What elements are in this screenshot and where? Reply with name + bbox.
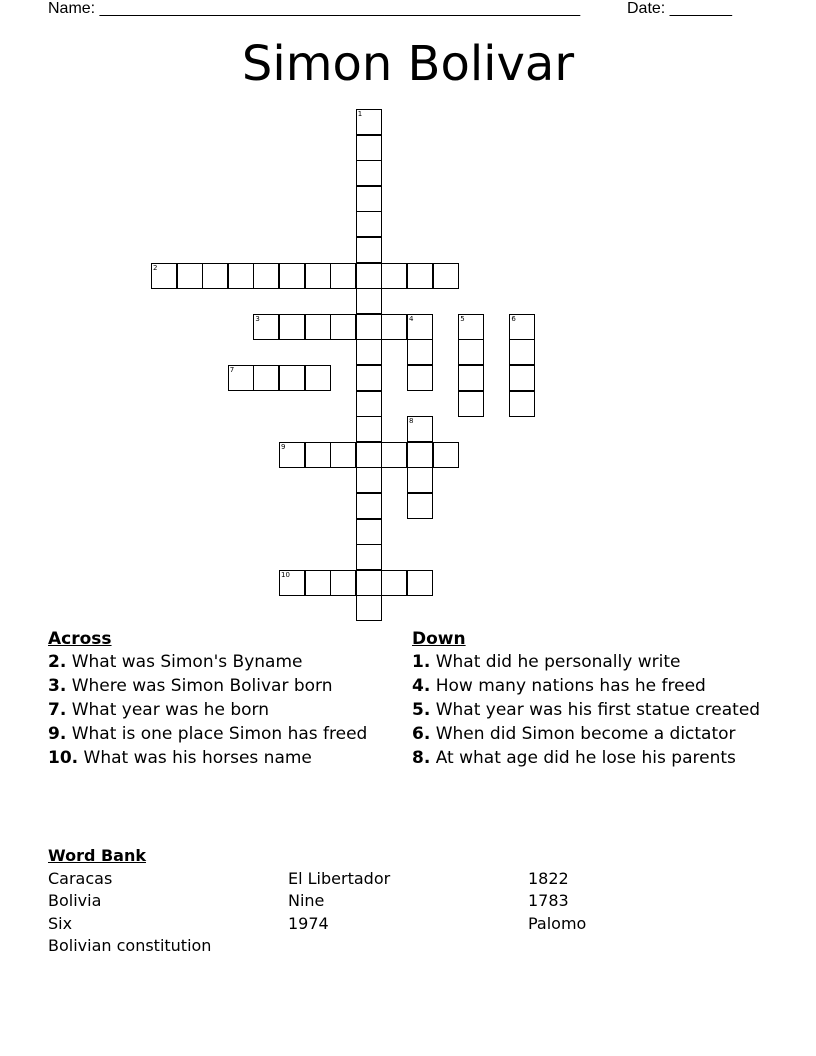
word-bank-item: Bolivian constitution: [48, 936, 212, 955]
word-bank-item: Palomo: [528, 913, 587, 933]
grid-cell[interactable]: [433, 442, 459, 468]
grid-cell[interactable]: [381, 442, 407, 468]
grid-cell[interactable]: [356, 109, 382, 135]
across-heading: Across: [48, 629, 112, 649]
grid-cell[interactable]: [253, 365, 279, 391]
grid-cell[interactable]: [458, 365, 484, 391]
down-heading: Down: [412, 629, 466, 649]
grid-cell[interactable]: [356, 391, 382, 417]
cell-number: 6: [511, 314, 516, 323]
cell-number: 9: [281, 442, 286, 451]
clue-text: At what age did he lose his parents: [435, 748, 736, 768]
word-bank-item: Six: [48, 913, 73, 933]
clue-number: 1.: [412, 652, 431, 672]
across-clue: [48, 724, 398, 745]
clue-number: 9.: [48, 724, 67, 744]
grid-cell[interactable]: [509, 391, 535, 417]
grid-cell[interactable]: [509, 314, 535, 340]
down-clue: [412, 700, 772, 720]
across-clue: [48, 700, 398, 721]
grid-cell[interactable]: [279, 365, 305, 391]
clue-number: 8.: [412, 748, 431, 768]
grid-cell[interactable]: [356, 544, 382, 570]
down-clue: [412, 724, 772, 744]
clue-text: When did Simon become a dictator: [435, 724, 736, 744]
grid-cell[interactable]: [356, 595, 382, 621]
clue-text: What year was he born: [71, 700, 269, 720]
grid-cell[interactable]: [458, 339, 484, 365]
grid-cell[interactable]: [330, 263, 356, 289]
grid-cell[interactable]: [305, 442, 331, 468]
grid-cell[interactable]: [279, 263, 305, 289]
across-clue: [48, 748, 398, 769]
grid-cell[interactable]: [356, 186, 382, 212]
clue-text: What year was his first statue created: [435, 700, 761, 720]
down-clues: [412, 628, 772, 772]
grid-cell[interactable]: [151, 263, 177, 289]
cell-number: 2: [153, 263, 158, 272]
down-clue: [412, 676, 772, 696]
grid-cell[interactable]: [279, 570, 305, 596]
grid-cell[interactable]: [458, 314, 484, 340]
clue-text: How many nations has he freed: [435, 676, 706, 696]
clue-text: Where was Simon Bolivar born: [71, 676, 333, 696]
grid-cell[interactable]: [356, 263, 382, 289]
clue-number: 6.: [412, 724, 431, 744]
word-bank-item: Nine: [288, 891, 325, 910]
grid-cell[interactable]: [356, 519, 382, 545]
grid-cell[interactable]: [305, 314, 331, 340]
grid-cell[interactable]: [407, 263, 433, 289]
across-clue: [48, 676, 398, 697]
grid-cell[interactable]: [407, 339, 433, 365]
grid-cell[interactable]: [356, 442, 382, 468]
grid-cell[interactable]: [330, 314, 356, 340]
across-clues: [48, 628, 398, 772]
clue-text: What was his horses name: [83, 748, 312, 768]
clue-text: What is one place Simon has freed: [71, 724, 368, 744]
grid-cell[interactable]: [356, 365, 382, 391]
cell-number: 10: [281, 570, 290, 579]
date-field-label[interactable]: Date: _______: [627, 0, 732, 17]
word-bank-title: Word Bank: [48, 846, 147, 865]
grid-cell[interactable]: [253, 314, 279, 340]
name-field-label[interactable]: Name: ______________________________________________________: [48, 0, 581, 17]
grid-cell[interactable]: [330, 570, 356, 596]
grid-cell[interactable]: [356, 160, 382, 186]
grid-cell[interactable]: [253, 263, 279, 289]
across-clue: [48, 652, 398, 673]
clue-text: What was Simon's Byname: [71, 652, 303, 672]
word-bank-item: Bolivia: [48, 891, 102, 910]
grid-cell[interactable]: [177, 263, 203, 289]
clue-text: What did he personally write: [435, 652, 681, 672]
cell-number: 3: [255, 314, 260, 323]
grid-cell[interactable]: [407, 416, 433, 442]
grid-cell[interactable]: [305, 365, 331, 391]
grid-cell[interactable]: [356, 211, 382, 237]
grid-cell[interactable]: [356, 416, 382, 442]
grid-cell[interactable]: [356, 314, 382, 340]
grid-cell[interactable]: [407, 314, 433, 340]
cell-number: 7: [229, 366, 235, 374]
grid-cell[interactable]: [305, 570, 331, 596]
clue-number: 3.: [48, 676, 67, 696]
grid-cell[interactable]: [356, 339, 382, 365]
grid-cell[interactable]: [407, 570, 433, 596]
puzzle-title: Simon Bolivar: [241, 36, 575, 92]
clue-number: 2.: [48, 652, 67, 672]
grid-cell[interactable]: [228, 263, 254, 289]
grid-cell[interactable]: [407, 442, 433, 468]
grid-cell[interactable]: [458, 391, 484, 417]
grid-cell[interactable]: [509, 339, 535, 365]
grid-cell[interactable]: [356, 288, 382, 314]
word-bank-item: 1974: [288, 913, 329, 933]
grid-cell[interactable]: [356, 237, 382, 263]
grid-cell[interactable]: [279, 442, 305, 468]
word-bank-item: 1822: [528, 868, 569, 888]
down-clue: [412, 652, 772, 672]
word-bank: [48, 845, 768, 955]
grid-cell[interactable]: [330, 442, 356, 468]
grid-cell[interactable]: [356, 135, 382, 161]
grid-cell[interactable]: [305, 263, 331, 289]
word-bank-item: Caracas: [48, 868, 113, 888]
cell-number: 4: [409, 314, 414, 323]
grid-cell[interactable]: [509, 365, 535, 391]
grid-cell[interactable]: [433, 263, 459, 289]
grid-cell[interactable]: [356, 467, 382, 493]
grid-cell[interactable]: [356, 493, 382, 519]
grid-cell[interactable]: [381, 570, 407, 596]
grid-cell[interactable]: [279, 314, 305, 340]
grid-cell[interactable]: [407, 493, 433, 519]
clue-number: 10.: [48, 748, 79, 768]
word-bank-item: 1783: [528, 891, 569, 910]
grid-cell[interactable]: [407, 365, 433, 391]
grid-cell[interactable]: [407, 467, 433, 493]
clue-number: 4.: [412, 676, 431, 696]
clue-number: 5.: [412, 700, 431, 720]
cell-number: 8: [409, 417, 414, 426]
cell-number: 1: [357, 110, 363, 118]
down-clue: [412, 748, 772, 768]
grid-cell[interactable]: [381, 263, 407, 289]
word-bank-item: El Libertador: [288, 868, 391, 888]
cell-number: 5: [460, 314, 465, 323]
grid-cell[interactable]: [356, 570, 382, 596]
grid-cell[interactable]: [381, 314, 407, 340]
grid-cell[interactable]: [202, 263, 228, 289]
worksheet-header: [48, 0, 748, 20]
clue-number: 7.: [48, 700, 67, 720]
grid-cell[interactable]: [228, 365, 254, 391]
